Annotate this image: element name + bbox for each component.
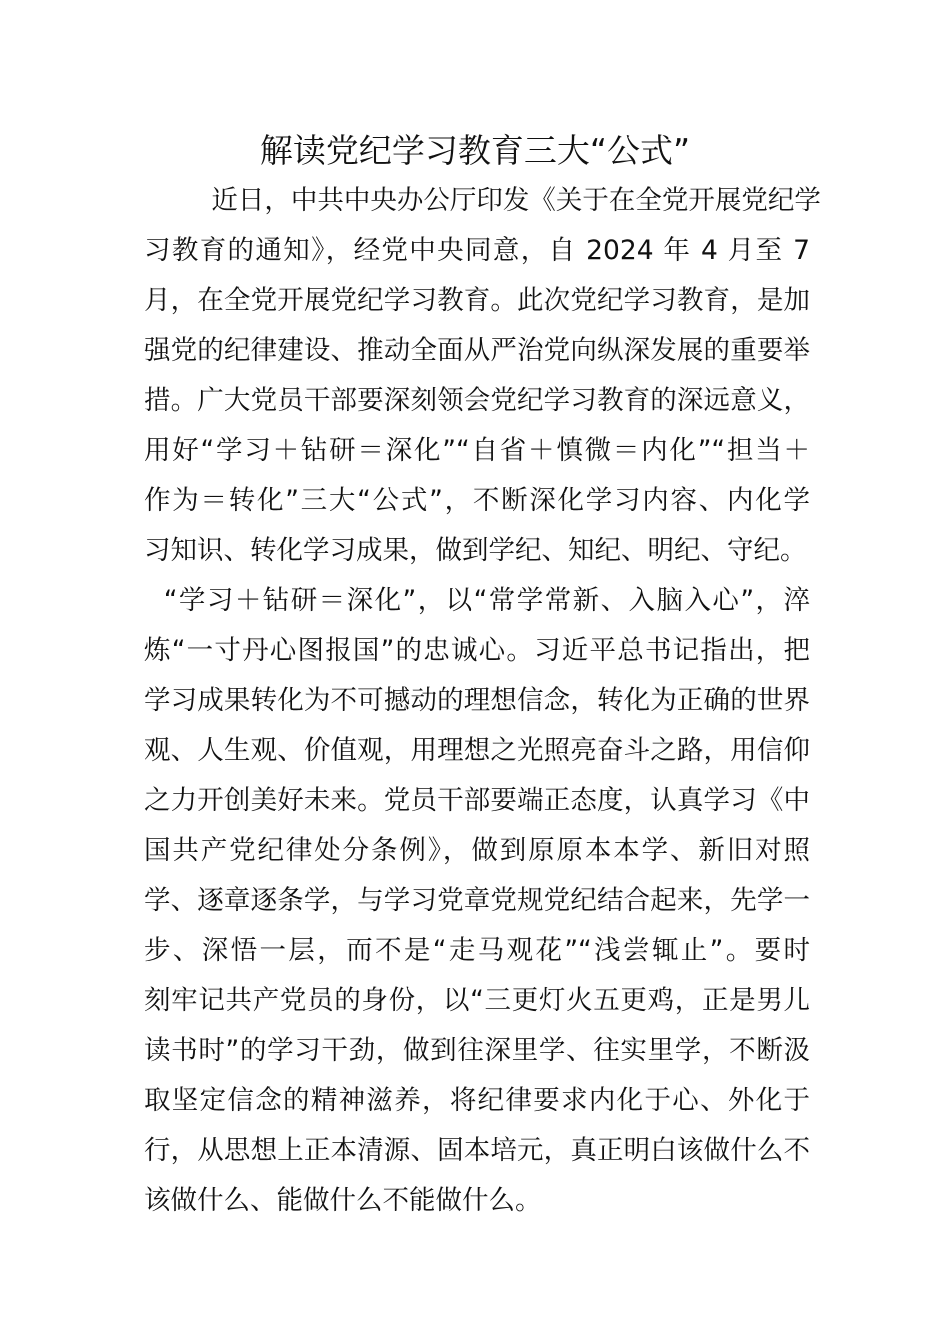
paragraph-line: 步、深悟一层，而不是“走马观花”“浅尝辄止”。要时 bbox=[144, 935, 810, 966]
paragraph-line: 学、逐章逐条学，与学习党章党规党纪结合起来，先学一 bbox=[144, 885, 810, 916]
paragraph-line: 观、人生观、价值观，用理想之光照亮奋斗之路，用信仰 bbox=[144, 735, 810, 766]
paragraph-line: 习教育的通知》，经党中央同意，自 2024 年 4 月至 7 bbox=[144, 235, 810, 266]
paragraph-line: 读书时”的学习干劲，做到往深里学、往实里学，不断汲 bbox=[144, 1035, 810, 1066]
paragraph-1 bbox=[144, 176, 821, 576]
paragraph-line: 取坚定信念的精神滋养，将纪律要求内化于心、外化于 bbox=[144, 1085, 810, 1116]
paragraph-line: 之力开创美好未来。党员干部要端正态度，认真学习《中 bbox=[144, 785, 810, 816]
paragraph-line: 行，从思想上正本清源、固本培元，真正明白该做什么不 bbox=[144, 1135, 810, 1166]
paragraph-line: 月，在全党开展党纪学习教育。此次党纪学习教育，是加 bbox=[144, 285, 810, 316]
paragraph-line: 炼“一寸丹心图报国”的忠诚心。习近平总书记指出，把 bbox=[144, 635, 810, 666]
paragraph-line: 刻牢记共产党员的身份，以“三更灯火五更鸡，正是男儿 bbox=[144, 985, 810, 1016]
paragraph-line: 该做什么、能做什么不能做什么。 bbox=[144, 1185, 542, 1216]
document-title: 解读党纪学习教育三大“公式” bbox=[259, 131, 691, 170]
paragraph-2 bbox=[144, 576, 810, 1226]
paragraph-line: 作为＝转化”三大“公式”，不断深化学习内容、内化学 bbox=[144, 485, 810, 516]
paragraph-line: 习知识、转化学习成果，做到学纪、知纪、明纪、守纪。 bbox=[144, 535, 807, 566]
paragraph-line: 措。广大党员干部要深刻领会党纪学习教育的深远意义， bbox=[144, 385, 810, 416]
paragraph-line: 国共产党纪律处分条例》，做到原原本本学、新旧对照 bbox=[144, 835, 810, 866]
paragraph-line: “学习＋钻研＝深化”，以“常学常新、入脑入心”，淬 bbox=[144, 585, 810, 616]
paragraph-line: 学习成果转化为不可撼动的理想信念，转化为正确的世界 bbox=[144, 685, 810, 716]
paragraph-line: 近日，中共中央办公厅印发《关于在全党开展党纪学 bbox=[144, 185, 821, 216]
paragraph-line: 用好“学习＋钻研＝深化”“自省＋慎微＝内化”“担当＋ bbox=[144, 435, 810, 466]
paragraph-line: 强党的纪律建设、推动全面从严治党向纵深发展的重要举 bbox=[144, 335, 810, 366]
